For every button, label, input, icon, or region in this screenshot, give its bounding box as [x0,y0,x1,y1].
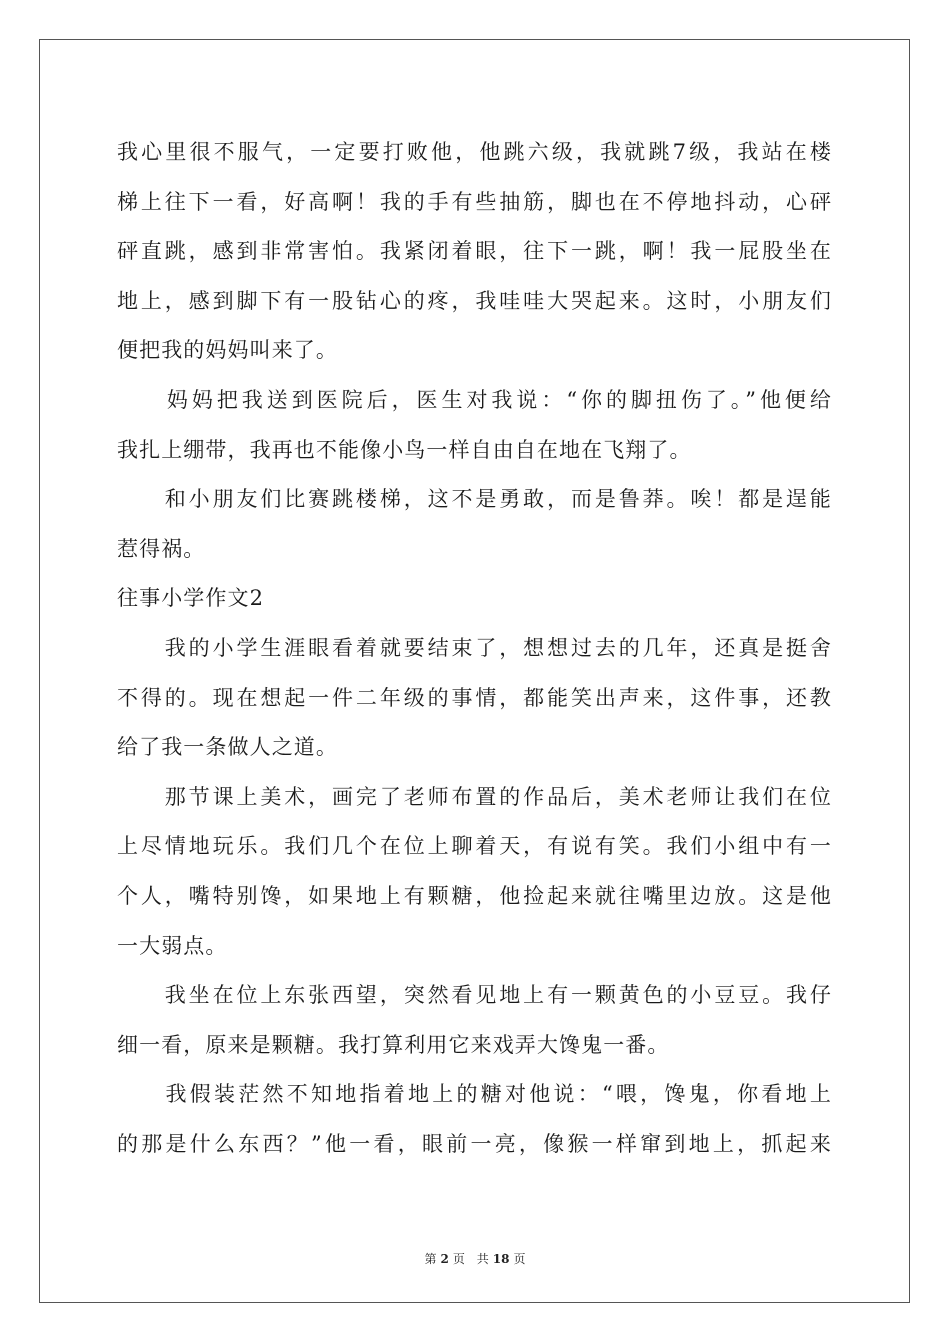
text-line: 上尽情地玩乐。我们几个在位上聊着天，有说有笑。我们小组中有一 [117,834,832,859]
text-line: 我的小学生涯眼看着就要结束了，想想过去的几年，还真是挺舍 [117,635,832,660]
page-total: 共 18 页 [476,1252,526,1266]
text-line: 一大弱点。 [117,933,228,958]
text-line: 梯上往下一看，好高啊！我的手有些抽筋，脚也在不停地抖动，心砰 [117,189,832,214]
text-line: 妈妈把我送到医院后，医生对我说：“你的脚扭伤了。”他便给 [117,387,832,412]
text-line: 和小朋友们比赛跳楼梯，这不是勇敢，而是鲁莽。唉！都是逞能 [117,487,832,512]
page-footer [0,1250,950,1267]
text-line: 便把我的妈妈叫来了。 [117,338,338,363]
text-line: 个人，嘴特别馋，如果地上有颗糖，他捡起来就往嘴里边放。这是他 [117,883,832,908]
text-line: 不得的。现在想起一件二年级的事情，都能笑出声来，这件事，还教 [117,685,832,710]
text-line: 往事小学作文2 [117,586,265,611]
text-line: 地上，感到脚下有一股钻心的疼，我哇哇大哭起来。这时，小朋友们 [117,288,832,313]
text-line: 我假装茫然不知地指着地上的糖对他说：“喂，馋鬼，你看地上 [117,1082,832,1107]
text-line: 砰直跳，感到非常害怕。我紧闭着眼，往下一跳，啊！我一屁股坐在 [117,239,832,264]
page-number: 第 2 页 [424,1252,465,1266]
text-line: 我坐在位上东张西望，突然看见地上有一颗黄色的小豆豆。我仔 [117,983,832,1008]
text-line: 那节课上美术，画完了老师布置的作品后，美术老师让我们在位 [117,784,832,809]
text-line: 我心里很不服气，一定要打败他，他跳六级，我就跳7级，我站在楼 [117,140,832,164]
text-line: 细一看，原来是颗糖。我打算利用它来戏弄大馋鬼一番。 [117,1032,670,1057]
document-body [117,128,832,1169]
text-line: 的那是什么东西？”他一看，眼前一亮，像猴一样窜到地上，抓起来 [117,1131,832,1156]
text-line: 惹得祸。 [117,536,206,561]
text-line: 我扎上绷带，我再也不能像小鸟一样自由自在地在飞翔了。 [117,437,692,462]
text-line: 给了我一条做人之道。 [117,735,338,760]
